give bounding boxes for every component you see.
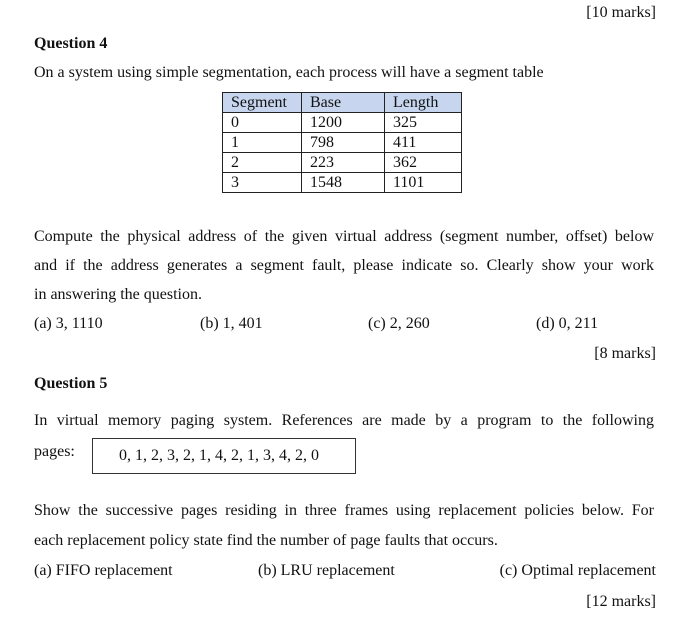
question-5-body-line-1: Show the successive pages residing in three frames using replacement policies below. For — [34, 502, 654, 519]
col-header-length: Length — [385, 93, 462, 113]
question-4-body-line-2: and if the address generates a segment fault, please indicate so. Clearly show your work — [34, 257, 654, 274]
question-4-intro: On a system using simple segmentation, each process will have a segment table — [34, 64, 544, 81]
segment-table — [222, 92, 462, 193]
question-5-option-b: (b) LRU replacement — [258, 562, 395, 579]
segment-cell: 0 — [223, 113, 302, 133]
length-cell: 362 — [385, 153, 462, 173]
length-cell: 1101 — [385, 173, 462, 193]
segment-cell: 2 — [223, 153, 302, 173]
question-5-body-line-2: each replacement policy state find the number of page faults that occurs. — [34, 532, 498, 549]
question-5-option-c: (c) Optimal replacement — [499, 562, 656, 579]
page-reference-box — [92, 438, 356, 474]
question-4-option-d: (d) 0, 211 — [536, 315, 599, 332]
question-4-heading: Question 4 — [34, 35, 108, 52]
segment-table-header-row — [223, 93, 462, 113]
base-cell: 1548 — [302, 173, 385, 193]
length-cell: 325 — [385, 113, 462, 133]
question-4-option-b: (b) 1, 401 — [200, 315, 263, 332]
table-row — [223, 133, 462, 153]
question-5-option-a: (a) FIFO replacement — [34, 562, 173, 579]
table-row — [223, 173, 462, 193]
question-4-option-c: (c) 2, 260 — [368, 315, 430, 332]
length-cell: 411 — [385, 133, 462, 153]
base-cell: 1200 — [302, 113, 385, 133]
question-4-option-a: (a) 3, 1110 — [34, 315, 103, 332]
page-reference-sequence: 0, 1, 2, 3, 2, 1, 4, 2, 1, 3, 4, 2, 0 — [119, 447, 319, 464]
question-4-body-line-1: Compute the physical address of the given virtual address (segment number, offset) below — [34, 228, 654, 245]
segment-cell: 3 — [223, 173, 302, 193]
table-row — [223, 113, 462, 133]
base-cell: 798 — [302, 133, 385, 153]
question-5-heading: Question 5 — [34, 375, 108, 392]
segment-cell: 1 — [223, 133, 302, 153]
table-row — [223, 153, 462, 173]
question-4-body-line-3: in answering the question. — [34, 286, 202, 303]
top-marks: [10 marks] — [586, 4, 656, 21]
col-header-base: Base — [302, 93, 385, 113]
base-cell: 223 — [302, 153, 385, 173]
col-header-segment: Segment — [223, 93, 302, 113]
question-5-line-1: In virtual memory paging system. References are made by a program to the following — [34, 412, 654, 429]
pages-label: pages: — [34, 443, 75, 460]
question-5-marks: [12 marks] — [586, 593, 656, 610]
question-4-marks: [8 marks] — [594, 345, 656, 362]
